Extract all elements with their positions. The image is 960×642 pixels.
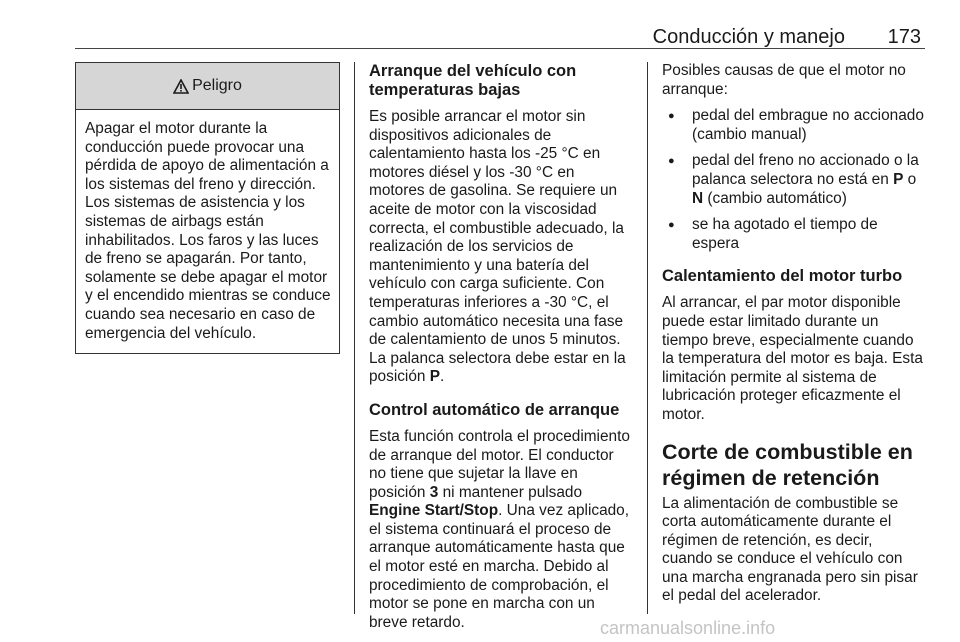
- causes-intro: Posibles causas de que el motor no arranque:: [662, 62, 906, 98]
- danger-box: [75, 62, 340, 354]
- danger-title: Peligro: [192, 76, 242, 94]
- causes-list: [662, 107, 927, 253]
- page-number: 173: [887, 26, 921, 48]
- fuel-cut-text: La alimentación de combustible se corta automáticamente durante el régimen de retención, es decir, cuando se conduce el vehículo con una marcha engranada pero sin pisar el pedal del acelerador.: [662, 494, 918, 605]
- column-3: [662, 62, 927, 606]
- cold-start-heading: Arranque del vehículo con temperaturas bajas: [369, 62, 577, 99]
- turbo-heading: Calentamiento del motor turbo: [662, 267, 903, 286]
- warning-triangle-icon: [173, 79, 189, 94]
- column-divider: [354, 62, 355, 614]
- danger-header: [76, 63, 339, 110]
- list-item: ● se ha agotado el tiempo de espera: [662, 216, 927, 253]
- fuel-cut-heading: Corte de combustible en régimen de retención: [662, 439, 913, 490]
- section-title: Conducción y manejo: [652, 26, 845, 48]
- danger-text: Apagar el motor durante la conducción puede provocar una pérdida de apoyo de alimentación a los sistemas del freno y dirección. Los sistemas de asistencia y los sistemas de airbags están inhabilitados. Los faros y las luces de freno se apagarán. Por tanto, solamente se debe apagar el motor y el encendido mientras se conduce cuando sea necesario en caso de emergencia del vehículo.: [85, 120, 331, 342]
- list-item: ● pedal del embrague no accionado (cambio manual): [662, 107, 927, 144]
- column-2: [369, 62, 634, 632]
- auto-start-heading: Control automático de arranque: [369, 400, 620, 419]
- watermark: carmanualsonline.info: [600, 618, 776, 638]
- page-header: [75, 26, 925, 49]
- cold-start-text: Es posible arrancar el motor sin dispositivos adicionales de calentamiento hasta los -25 °C en motores diésel y los -30 °C en motores de gasolina. Se requiere un aceite de motor con la viscosidad correcta, el combustible adecuado, la realización de los servicios de mantenimiento y una batería del vehículo con carga suficiente. Con temperaturas inferiores a -30 °C, el cambio automático necesita una fase de calentamiento de unos 5 minutos. La palanca selectora debe estar en la posición P.: [369, 108, 626, 386]
- column-divider: [647, 62, 648, 614]
- column-1: [75, 62, 340, 354]
- list-item: ● pedal del freno no accionado o la palanca selectora no está en P o N (cambio automático): [662, 152, 927, 208]
- turbo-text: Al arrancar, el par motor disponible puede estar limitado durante un tiempo breve, especialmente cuando la temperatura del motor es baja. Esta limitación permite al sistema de lubricación proteger eficazmente el motor.: [662, 294, 923, 423]
- auto-start-text: Esta función controla el procedimiento de arranque del motor. El conductor no tiene que sujetar la llave en posición 3 ni mantener pulsado Engine Start/Stop. Una vez aplicado, el sistema continuará el proceso de arranque automáticamente hasta que el motor esté en marcha. Debido al procedimiento de comprobación, el motor se pone en marcha con un breve retardo.: [369, 427, 630, 631]
